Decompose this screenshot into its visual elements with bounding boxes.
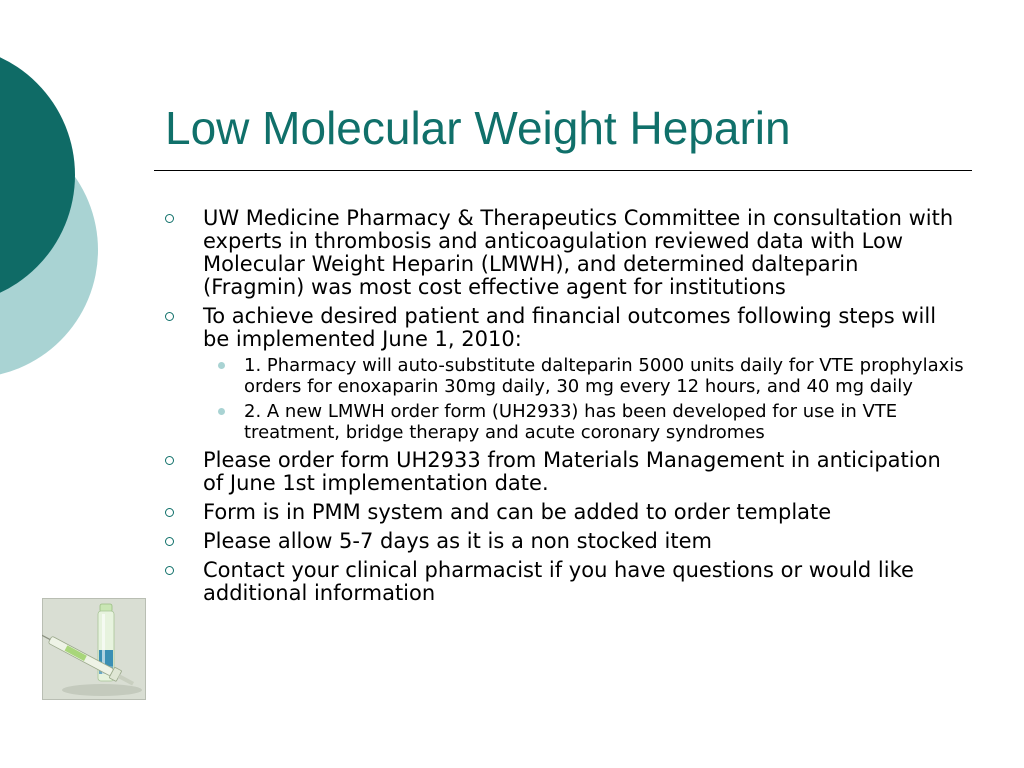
sub-bullet-item [210, 356, 965, 397]
bullet-text: Form is in PMM system and can be added to order template [203, 500, 832, 524]
hollow-circle-icon [165, 456, 174, 465]
bullet-text: Please allow 5-7 days as it is a non stocked item [203, 529, 712, 553]
hollow-circle-icon [165, 508, 174, 517]
decorative-circles [0, 0, 120, 420]
bullet-item [165, 501, 965, 524]
bullet-item [165, 530, 965, 553]
slide-title: Low Molecular Weight Heparin [165, 102, 791, 154]
syringe-image [42, 598, 146, 700]
bullet-text: Please order form UH2933 from Materials Management in anticipation of June 1st implementation date. [203, 448, 941, 495]
bullet-item [165, 207, 965, 299]
hollow-circle-icon [165, 537, 174, 546]
sub-bullet-text: 2. A new LMWH order form (UH2933) has been developed for use in VTE treatment, bridge therapy and acute coronary syndromes [244, 401, 898, 443]
sub-bullet-text: 1. Pharmacy will auto-substitute dalteparin 5000 units daily for VTE prophylaxis orders for enoxaparin 30mg daily, 30 mg every 12 hours, and 40 mg daily [244, 355, 964, 397]
filled-dot-icon [218, 362, 225, 369]
bullet-item [165, 559, 965, 605]
hollow-circle-icon [165, 566, 174, 575]
title-divider [154, 170, 972, 171]
bullet-text: UW Medicine Pharmacy & Therapeutics Committee in consultation with experts in thrombosis and anticoagulation reviewed data with Low Molecular Weight Heparin (LMWH), and determined dalteparin (Fragmin) was most cost effective agent for institutions [203, 206, 954, 299]
bullet-item [165, 305, 965, 351]
bullet-list [165, 207, 965, 605]
hollow-circle-icon [165, 214, 174, 223]
filled-dot-icon [218, 408, 225, 415]
sub-bullet-item [210, 402, 965, 443]
bullet-text: To achieve desired patient and financial outcomes following steps will be implemented June 1, 2010: [203, 304, 937, 351]
bullet-item [165, 449, 965, 495]
bullet-text: Contact your clinical pharmacist if you have questions or would like additional information [203, 558, 914, 605]
hollow-circle-icon [165, 312, 174, 321]
